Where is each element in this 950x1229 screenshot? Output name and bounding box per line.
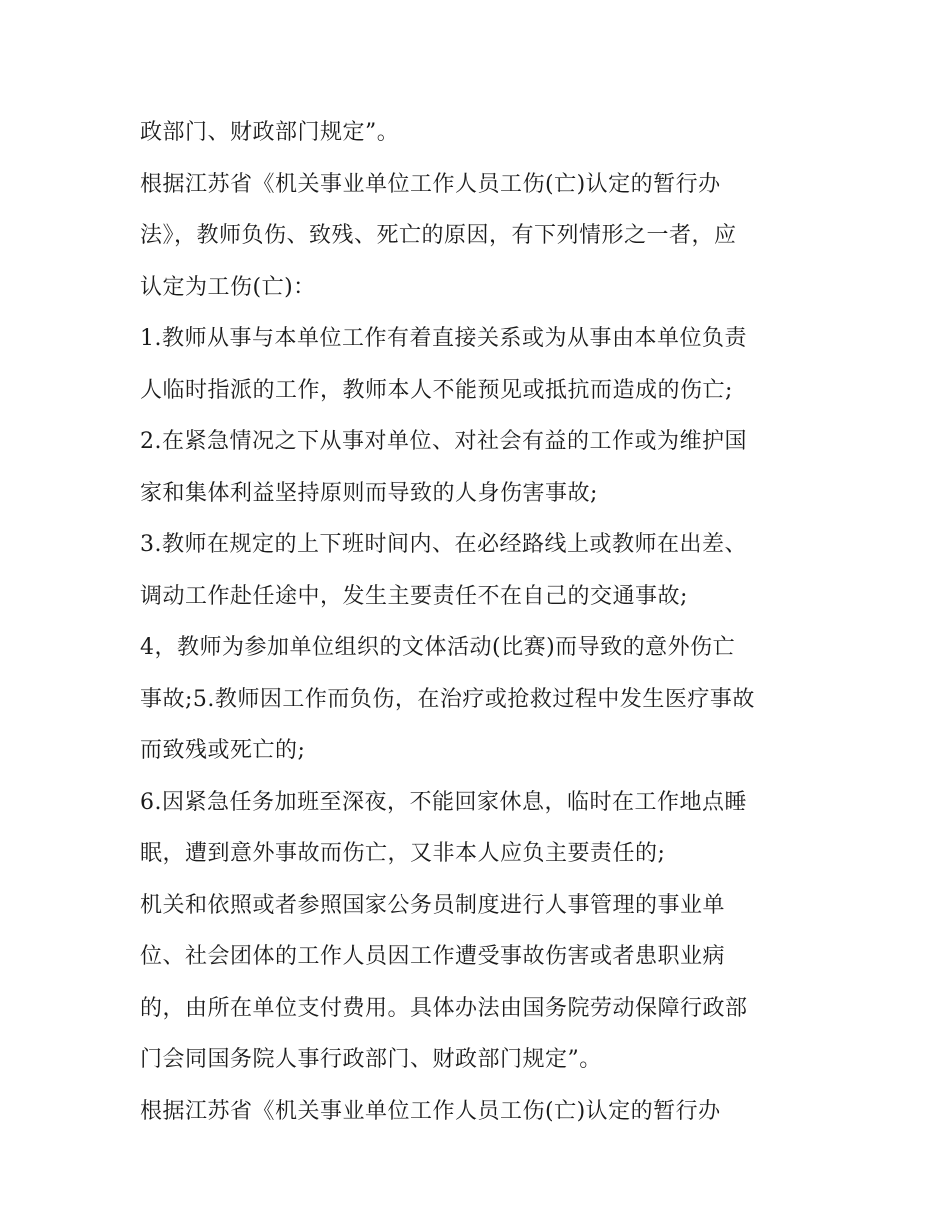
text-line: 眠，遭到意外事故而伤亡，又非本人应负主要责任的; [140,841,666,866]
text-line: 4，教师为参加单位组织的文体活动(比赛)而导致的意外伤亡 [140,635,736,660]
text-line: 位、社会团体的工作人员因工作遭受事故伤害或者患职业病 [140,944,726,969]
text-line: 机关和依照或者参照国家公务员制度进行人事管理的事业单 [140,892,726,918]
text-line: 2.在紧急情况之下从事对单位、对社会有益的工作或为维护国 [140,429,747,454]
text-line: 3.教师在规定的上下班时间内、在必经路线上或教师在出差、 [140,532,747,557]
text-line: 根据江苏省《机关事业单位工作人员工伤(亡)认定的暂行办 [140,171,721,197]
document-body [140,107,820,1137]
text-line: 的，由所在单位支付费用。具体办法由国务院劳动保障行政部 [140,995,748,1021]
text-line: 1.教师从事与本单位工作有着直接关系或为从事由本单位负责 [140,326,747,351]
text-line: 法》，教师负伤、致残、死亡的原因，有下列情形之一者，应 [140,223,737,248]
text-line: 6.因紧急任务加班至深夜，不能回家休息，临时在工作地点睡 [140,789,747,815]
text-line: 家和集体利益坚持原则而导致的人身伤害事故; [140,480,598,506]
text-line: 而致残或死亡的; [140,738,306,763]
text-line: 认定为工伤(亡)： [140,274,316,300]
text-line: 根据江苏省《机关事业单位工作人员工伤(亡)认定的暂行办 [140,1098,721,1124]
text-line: 政部门、财政部门规定”。 [140,120,400,145]
text-line: 门会同国务院人事行政部门、财政部门规定”。 [140,1047,602,1072]
text-line: 调动工作赴任途中，发生主要责任不在自己的交通事故; [140,583,688,609]
text-line: 事故;5.教师因工作而负伤，在治疗或抢救过程中发生医疗事故 [140,686,755,712]
text-line: 人临时指派的工作，教师本人不能预见或抵抗而造成的伤亡; [140,377,733,403]
